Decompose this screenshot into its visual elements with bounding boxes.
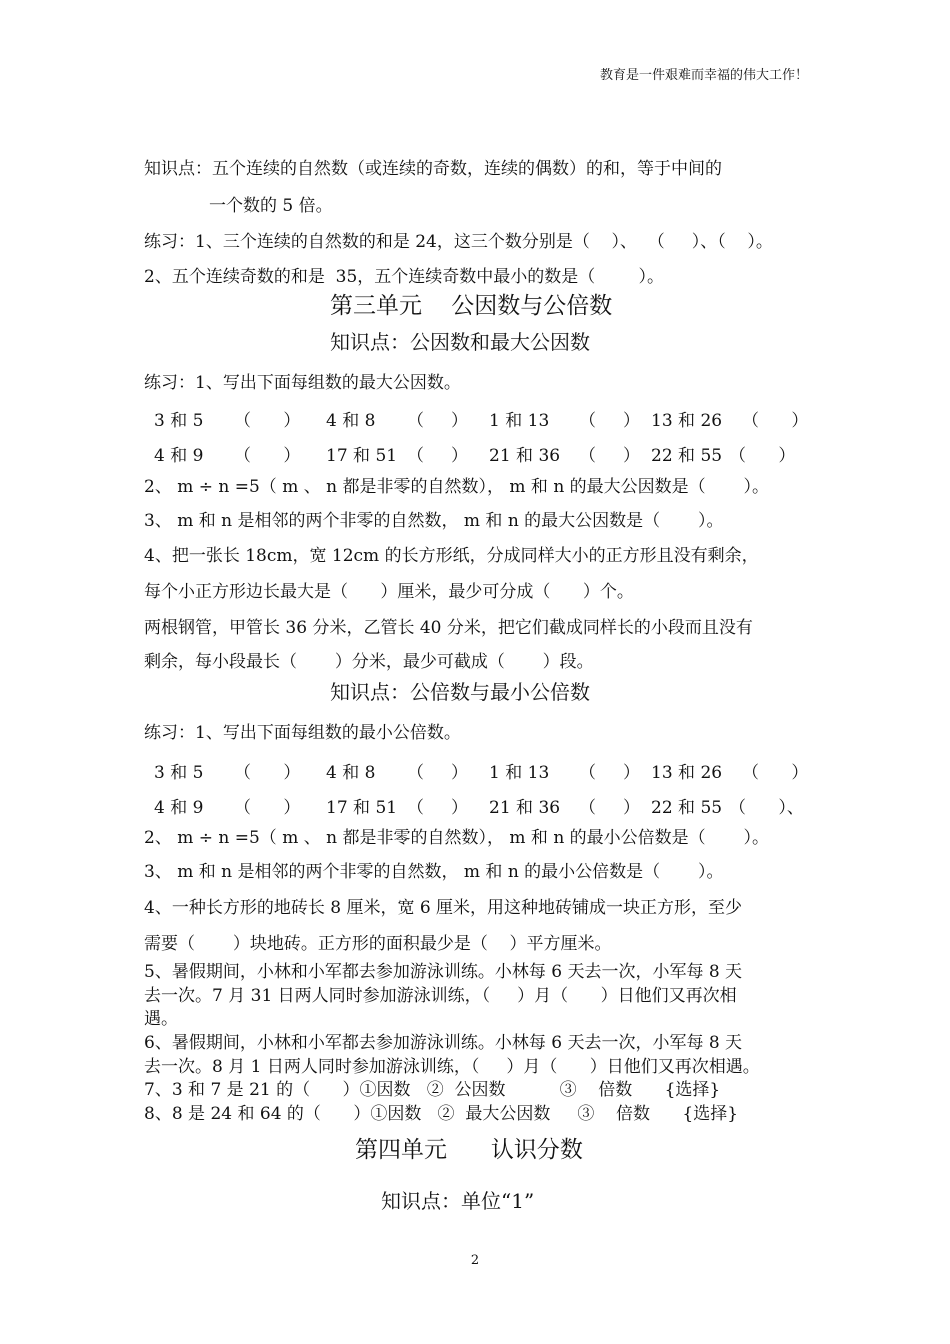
lcm-exercise-5-end: 遇。 [144, 1009, 178, 1029]
gcd-cell: （ ） [407, 446, 469, 466]
lcm-cell: （ ） [234, 763, 301, 783]
unit-3-title: 第三单元 公因数与公倍数 [330, 293, 613, 319]
lcm-exercise-4-cont: 需要（ ）块地砖。正方形的面积最少是（ ）平方厘米。 [144, 934, 612, 954]
exercise-1: 练习：1、三个连续的自然数的和是 24，这三个数分别是（ ）、 （ ）、（ ）。 [144, 232, 773, 252]
lcm-cell: （ ） [579, 763, 641, 783]
lcm-knowledge-title: 知识点：公倍数与最小公倍数 [330, 680, 590, 704]
gcd-cell: 21 和 36 [489, 446, 561, 466]
gcd-exercise-4-cont: 每个小正方形边长最大是（ ）厘米，最少可分成（ ）个。 [144, 582, 634, 602]
gcd-cell: （ ） [407, 411, 469, 431]
gcd-cell: （ ） [234, 411, 301, 431]
lcm-cell: 4 和 8 [326, 763, 376, 783]
lcm-exercise-6-cont: 去一次。8 月 1 日两人同时参加游泳训练，（ ）月（ ）日他们又再次相遇。 [144, 1057, 760, 1077]
gcd-cell: 1 和 13 [489, 411, 550, 431]
lcm-exercise-intro: 练习：1、写出下面每组数的最小公倍数。 [144, 723, 461, 743]
gcd-exercise-2: 2、 m ÷ n =5（ m 、 n 都是非零的自然数）， m 和 n 的最大公因数是（ ）。 [144, 477, 769, 497]
lcm-cell: （ ） [742, 763, 809, 783]
lcm-cell: 13 和 26 [651, 763, 723, 783]
gcd-cell: （ ） [742, 411, 809, 431]
lcm-cell: 22 和 55 [651, 798, 723, 818]
gcd-cell: 4 和 8 [326, 411, 376, 431]
page-number: 2 [470, 1253, 480, 1268]
knowledge-point-consecutive: 知识点：五个连续的自然数（或连续的奇数，连续的偶数）的和，等于中间的 [144, 159, 722, 179]
gcd-cell: （ ） [234, 446, 301, 466]
gcd-knowledge-title: 知识点：公因数和最大公因数 [330, 330, 590, 354]
knowledge-point-consecutive-cont: 一个数的 5 倍。 [209, 196, 333, 216]
lcm-exercise-4: 4、一种长方形的地砖长 8 厘米，宽 6 厘米，用这种地砖铺成一块正方形，至少 [144, 898, 743, 918]
gcd-cell: （ ） [579, 411, 641, 431]
gcd-exercise-5: 两根钢管，甲管长 36 分米，乙管长 40 分米，把它们截成同样长的小段而且没有 [144, 618, 753, 638]
lcm-cell: 4 和 9 [154, 798, 204, 818]
lcm-cell: （ ） [234, 798, 301, 818]
gcd-cell: 4 和 9 [154, 446, 204, 466]
gcd-cell: 13 和 26 [651, 411, 723, 431]
lcm-cell: （ ） [407, 763, 469, 783]
unit-one-knowledge-title: 知识点：单位“1” [381, 1189, 535, 1213]
gcd-exercise-intro: 练习：1、写出下面每组数的最大公因数。 [144, 373, 461, 393]
lcm-cell: 17 和 51 [326, 798, 398, 818]
gcd-cell: （ ） [579, 446, 641, 466]
page-header-motto: 教育是一件艰难而幸福的伟大工作！ [599, 68, 808, 83]
gcd-exercise-4: 4、把一张长 18cm，宽 12cm 的长方形纸，分成同样大小的正方形且没有剩余， [144, 546, 759, 566]
unit-4-title: 第四单元 认识分数 [355, 1137, 583, 1163]
lcm-exercise-5-cont: 去一次。7 月 31 日两人同时参加游泳训练，（ ）月（ ）日他们又再次相 [144, 986, 737, 1006]
gcd-cell: 3 和 5 [154, 411, 204, 431]
lcm-exercise-3: 3、 m 和 n 是相邻的两个非零的自然数， m 和 n 的最小公倍数是（ ）。 [144, 862, 724, 882]
lcm-cell: （ ）、 [729, 798, 804, 818]
lcm-cell: 1 和 13 [489, 763, 550, 783]
gcd-exercise-3: 3、 m 和 n 是相邻的两个非零的自然数， m 和 n 的最大公因数是（ ）。 [144, 511, 724, 531]
lcm-exercise-6: 6、暑假期间，小林和小军都去参加游泳训练。小林每 6 天去一次，小军每 8 天 [144, 1033, 743, 1053]
lcm-cell: （ ） [579, 798, 641, 818]
lcm-cell: 3 和 5 [154, 763, 204, 783]
choice-question-7: 7、3 和 7 是 21 的（ ）①因数 ② 公因数 ③ 倍数 {选择} [144, 1080, 721, 1100]
gcd-exercise-5-cont: 剩余，每小段最长（ ）分米，最少可截成（ ）段。 [144, 652, 594, 672]
exercise-2: 2、五个连续奇数的和是 35，五个连续奇数中最小的数是（ ）。 [144, 267, 664, 287]
gcd-cell: 17 和 51 [326, 446, 398, 466]
gcd-cell: （ ） [729, 446, 796, 466]
lcm-exercise-5: 5、暑假期间，小林和小军都去参加游泳训练。小林每 6 天去一次，小军每 8 天 [144, 962, 743, 982]
lcm-cell: （ ） [407, 798, 469, 818]
choice-question-8: 8、8 是 24 和 64 的（ ）①因数 ② 最大公因数 ③ 倍数 {选择} [144, 1104, 739, 1124]
lcm-cell: 21 和 36 [489, 798, 561, 818]
gcd-cell: 22 和 55 [651, 446, 723, 466]
lcm-exercise-2: 2、 m ÷ n =5（ m 、 n 都是非零的自然数）， m 和 n 的最小公倍数是（ ）。 [144, 828, 769, 848]
